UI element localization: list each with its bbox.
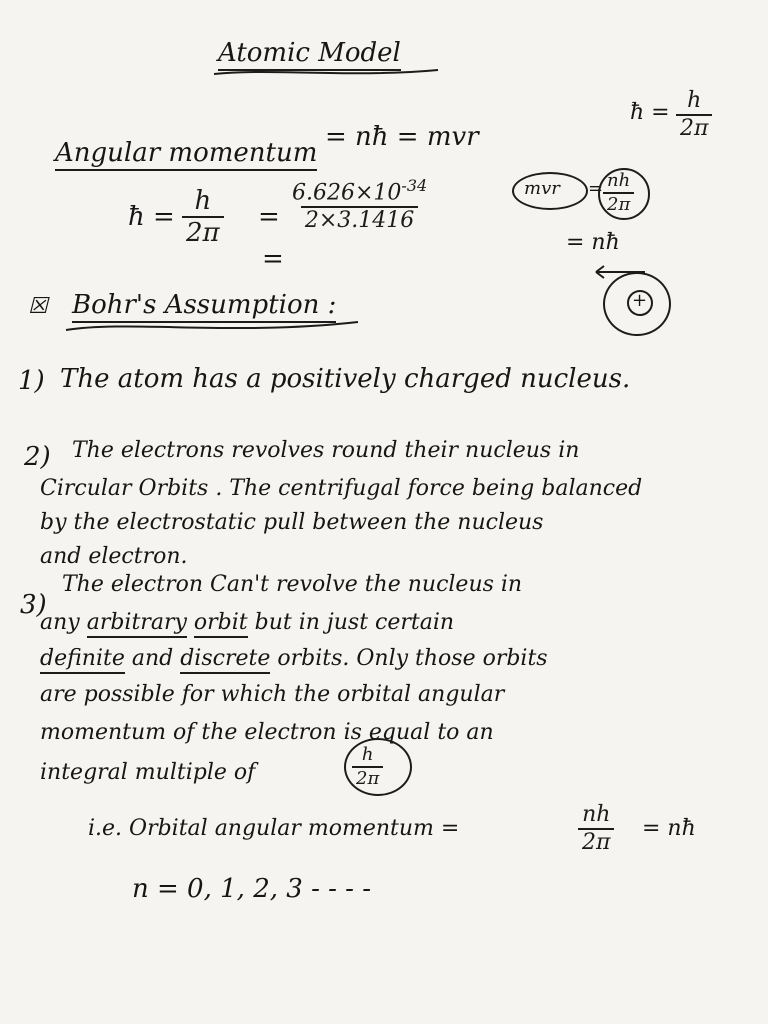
point-3-line-1: The electron Can't revolve the nucleus in <box>62 572 523 597</box>
hbar-definition-fraction <box>676 90 712 140</box>
point-1-marker: 1) <box>18 366 45 396</box>
equals-sign-continued: = <box>262 244 284 274</box>
equals-sign: = <box>258 202 280 232</box>
section-heading: Bohr's Assumption : <box>72 292 336 318</box>
point-2-marker: 2) <box>24 442 51 472</box>
ie-result: = nħ <box>642 816 696 841</box>
fraction-denominator: 2π <box>578 828 614 854</box>
page-title: Atomic Model <box>218 40 401 66</box>
ie-statement: i.e. Orbital angular momentum = <box>88 816 460 841</box>
point-1-text: The atom has a positively charged nucleus. <box>60 364 631 394</box>
side-equals: = <box>588 178 604 199</box>
circled-mvr-text: mvr <box>524 178 560 199</box>
angular-momentum-label: Angular momentum <box>55 140 317 166</box>
point-3-line-2: any arbitrary orbit but in just certain <box>40 612 454 634</box>
point-2-line-3: by the electrostatic pull between the nucleus <box>40 510 544 535</box>
fraction-denominator: 2π <box>603 192 634 214</box>
fraction-numerator: nh <box>582 802 611 827</box>
fraction-numerator: h <box>194 186 212 216</box>
fraction-denominator: 2π <box>676 114 712 140</box>
hbar-lhs: ħ = <box>128 202 175 232</box>
fraction-numerator: h <box>361 744 374 765</box>
point-2-line-4: and electron. <box>40 544 188 569</box>
hbar-definition-lhs: ħ = <box>630 100 670 125</box>
heading-bullet: ☒ <box>28 294 48 319</box>
fraction-denominator: 2π <box>352 766 383 788</box>
circled-fraction <box>598 168 650 220</box>
hbar-fraction <box>182 188 224 246</box>
fraction-numerator: h <box>687 88 702 113</box>
circle-around-fraction <box>344 738 412 796</box>
fraction-denominator: 2×3.1416 <box>301 206 418 232</box>
fraction-denominator: 2π <box>182 216 224 246</box>
fraction-numerator: $6.626\times 10^{-34}$ <box>292 176 428 206</box>
side-equals-nhbar: = nħ <box>566 230 620 255</box>
point-3-line-3: definite and discrete orbits. Only those orbits <box>40 648 548 670</box>
hbar-value-fraction <box>288 178 431 232</box>
point-3-line-4: are possible for which the orbital angular <box>40 682 505 707</box>
n-values: n = 0, 1, 2, 3 - - - - <box>132 874 372 904</box>
point-2-line-2: Circular Orbits . The centrifugal force being balanced <box>40 476 643 501</box>
ie-fraction <box>578 804 614 854</box>
angular-momentum-equation: = nħ = mvr <box>325 122 479 152</box>
nucleus-plus-sign: + <box>632 290 648 311</box>
heading-underline <box>62 316 362 338</box>
point-3-marker: 3) <box>20 590 47 620</box>
fraction-numerator: nh <box>607 170 631 191</box>
title-underline <box>212 66 442 80</box>
point-3-line-5: momentum of the electron is equal to an <box>40 720 494 745</box>
point-2-line-1: The electrons revolves round their nucleus in <box>72 438 580 463</box>
point-3-line-6: integral multiple of <box>40 760 256 785</box>
